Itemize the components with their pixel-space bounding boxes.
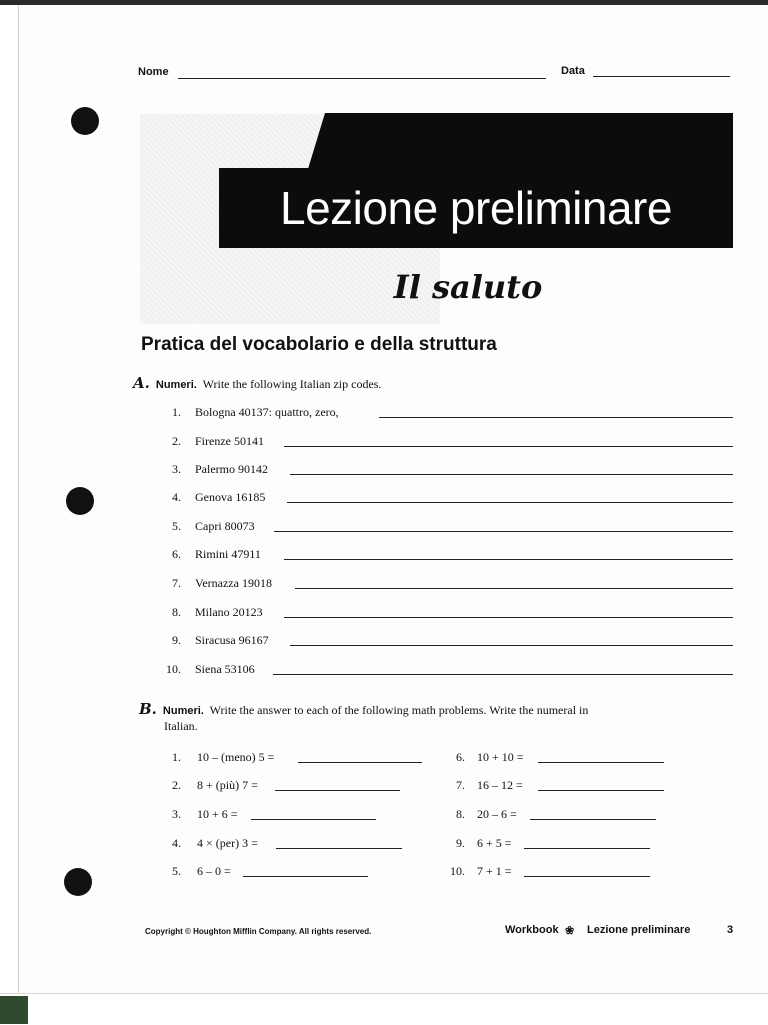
copyright-notice: Copyright © Houghton Mifflin Company. All rights reserved. bbox=[145, 927, 372, 936]
list-item: 3. 10 + 6 = bbox=[160, 805, 376, 823]
name-label: Nome bbox=[138, 66, 169, 78]
answer-line[interactable] bbox=[251, 819, 376, 820]
list-item: 7. 16 – 12 = bbox=[440, 776, 664, 794]
list-item: 2. 8 + (più) 7 = bbox=[160, 776, 400, 794]
list-item: 1. Bologna 40137: quattro, zero, bbox=[160, 403, 733, 421]
list-item: 6. 10 + 10 = bbox=[440, 748, 664, 766]
list-item: 2. Firenze 50141 bbox=[160, 432, 733, 450]
answer-line[interactable] bbox=[243, 876, 368, 877]
flower-icon: ❀ bbox=[565, 925, 575, 937]
footer-lesson: Lezione preliminare bbox=[587, 924, 691, 936]
answer-line[interactable] bbox=[290, 474, 733, 475]
name-field-line[interactable] bbox=[178, 78, 546, 79]
binder-hole bbox=[64, 868, 92, 896]
answer-line[interactable] bbox=[284, 559, 733, 560]
answer-line[interactable] bbox=[538, 762, 664, 763]
exercise-name: Numeri. bbox=[162, 705, 204, 717]
answer-line[interactable] bbox=[273, 674, 733, 675]
date-label: Data bbox=[561, 65, 585, 77]
list-item: 9. Siracusa 96167 bbox=[160, 631, 733, 649]
answer-line[interactable] bbox=[298, 762, 422, 763]
list-item: 9. 6 + 5 = bbox=[440, 834, 650, 852]
list-item: 4. Genova 16185 bbox=[160, 488, 733, 506]
lesson-subtitle: Il saluto bbox=[393, 268, 543, 306]
answer-line[interactable] bbox=[524, 876, 650, 877]
list-item: 1. 10 – (meno) 5 = bbox=[160, 748, 422, 766]
answer-line[interactable] bbox=[276, 848, 402, 849]
answer-line[interactable] bbox=[274, 531, 733, 532]
answer-line[interactable] bbox=[379, 417, 733, 418]
footer-workbook: Workbook bbox=[505, 924, 559, 936]
list-item: 6. Rimini 47911 bbox=[160, 545, 733, 563]
list-item: 10. 7 + 1 = bbox=[440, 862, 650, 880]
answer-line[interactable] bbox=[275, 790, 400, 791]
lesson-title: Lezione preliminare bbox=[219, 168, 733, 248]
list-item: 5. 6 – 0 = bbox=[160, 862, 368, 880]
exercise-letter: A. bbox=[133, 374, 150, 392]
answer-line[interactable] bbox=[538, 790, 664, 791]
answer-line[interactable] bbox=[284, 617, 733, 618]
section-title: Pratica del vocabolario e della struttura bbox=[141, 334, 497, 355]
list-item: 10. Siena 53106 bbox=[160, 660, 733, 678]
list-item: 8. Milano 20123 bbox=[160, 603, 733, 621]
exercise-name: Numeri. bbox=[155, 379, 197, 391]
exercise-letter: B. bbox=[139, 700, 157, 718]
list-item: 8. 20 – 6 = bbox=[440, 805, 656, 823]
corner-mark bbox=[0, 996, 28, 1024]
bottom-margin bbox=[0, 993, 768, 1025]
list-item: 3. Palermo 90142 bbox=[160, 460, 733, 478]
exercise-instructions-cont: Italian. bbox=[164, 719, 198, 733]
list-item: 7. Vernazza 19018 bbox=[160, 574, 733, 592]
exercise-instructions: Write the answer to each of the following math problems. Write the numeral in bbox=[209, 703, 589, 717]
list-item: 4. 4 × (per) 3 = bbox=[160, 834, 402, 852]
date-field-line[interactable] bbox=[593, 76, 730, 77]
list-item: 5. Capri 80073 bbox=[160, 517, 733, 535]
answer-line[interactable] bbox=[287, 502, 733, 503]
answer-line[interactable] bbox=[530, 819, 656, 820]
binder-hole bbox=[71, 107, 99, 135]
answer-line[interactable] bbox=[284, 446, 733, 447]
binder-hole bbox=[66, 487, 94, 515]
answer-line[interactable] bbox=[290, 645, 733, 646]
answer-line[interactable] bbox=[295, 588, 733, 589]
exercise-b-heading bbox=[139, 700, 588, 718]
exercise-instructions: Write the following Italian zip codes. bbox=[202, 377, 382, 391]
banner-band bbox=[308, 113, 733, 169]
page-number: 3 bbox=[727, 924, 734, 936]
exercise-a-heading bbox=[133, 374, 381, 392]
answer-line[interactable] bbox=[524, 848, 650, 849]
